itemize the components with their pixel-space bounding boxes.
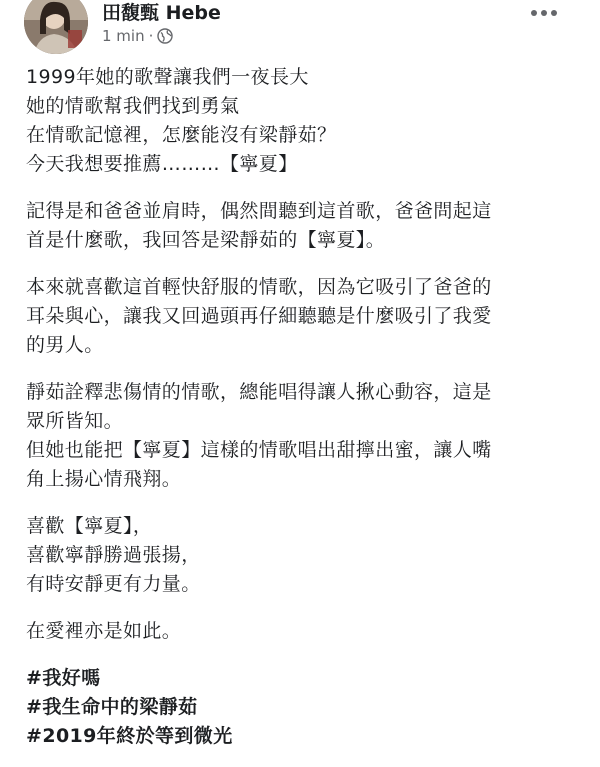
paragraph-gap	[26, 494, 586, 512]
more-options-button[interactable]	[524, 4, 564, 22]
post-text	[26, 63, 586, 751]
post-header	[0, 0, 600, 60]
avatar-photo	[24, 0, 88, 54]
post-line: 1999年她的歌聲讓我們一夜長大	[26, 66, 309, 88]
post-line: 的男人。	[26, 334, 104, 356]
paragraph-gap	[26, 646, 586, 664]
paragraph-gap	[26, 179, 586, 197]
post-line: 耳朵與心，讓我又回過頭再仔細聽聽是什麼吸引了我愛	[26, 305, 492, 327]
avatar[interactable]	[24, 0, 88, 54]
post-line: 有時安靜更有力量。	[26, 573, 201, 595]
post-line: 記得是和爸爸並肩時，偶然間聽到這首歌，爸爸問起這	[26, 200, 492, 222]
hashtag-link[interactable]: #2019年終於等到微光	[26, 725, 233, 747]
paragraph-gap	[26, 599, 586, 617]
post-line: 但她也能把【寧夏】這樣的情歌唱出甜擰出蜜，讓人嘴	[26, 439, 492, 461]
paragraph-gap	[26, 255, 586, 273]
globe-icon[interactable]	[157, 28, 173, 44]
post-line: 首是什麼歌，我回答是梁靜茹的【寧夏】。	[26, 229, 386, 251]
post-line: 喜歡【寧夏】，	[26, 515, 153, 537]
post-meta	[102, 26, 173, 46]
hashtag-link[interactable]: #我生命中的梁靜茹	[26, 696, 198, 718]
post-line: 靜茹詮釋悲傷情的情歌，總能唱得讓人揪心動容，這是	[26, 381, 492, 403]
post-line: 眾所皆知。	[26, 410, 124, 432]
timestamp[interactable]: 1 min	[102, 27, 145, 45]
post-line: 本來就喜歡這首輕快舒服的情歌，因為它吸引了爸爸的	[26, 276, 492, 298]
paragraph-gap	[26, 360, 586, 378]
author-name[interactable]: 田馥甄 Hebe	[102, 2, 221, 24]
post-line: 喜歡寧靜勝過張揚，	[26, 544, 201, 566]
post-line: 今天我想要推薦………【寧夏】	[26, 153, 298, 175]
post-line: 在情歌記憶裡，怎麼能沒有梁靜茹？	[26, 124, 337, 146]
meta-separator: ·	[148, 27, 154, 45]
post-line: 在愛裡亦是如此。	[26, 620, 182, 642]
post-line: 角上揚心情飛翔。	[26, 468, 182, 490]
more-horizontal-icon	[530, 9, 558, 17]
hashtag-link[interactable]: #我好嗎	[26, 667, 101, 689]
post-line: 她的情歌幫我們找到勇氣	[26, 95, 240, 117]
